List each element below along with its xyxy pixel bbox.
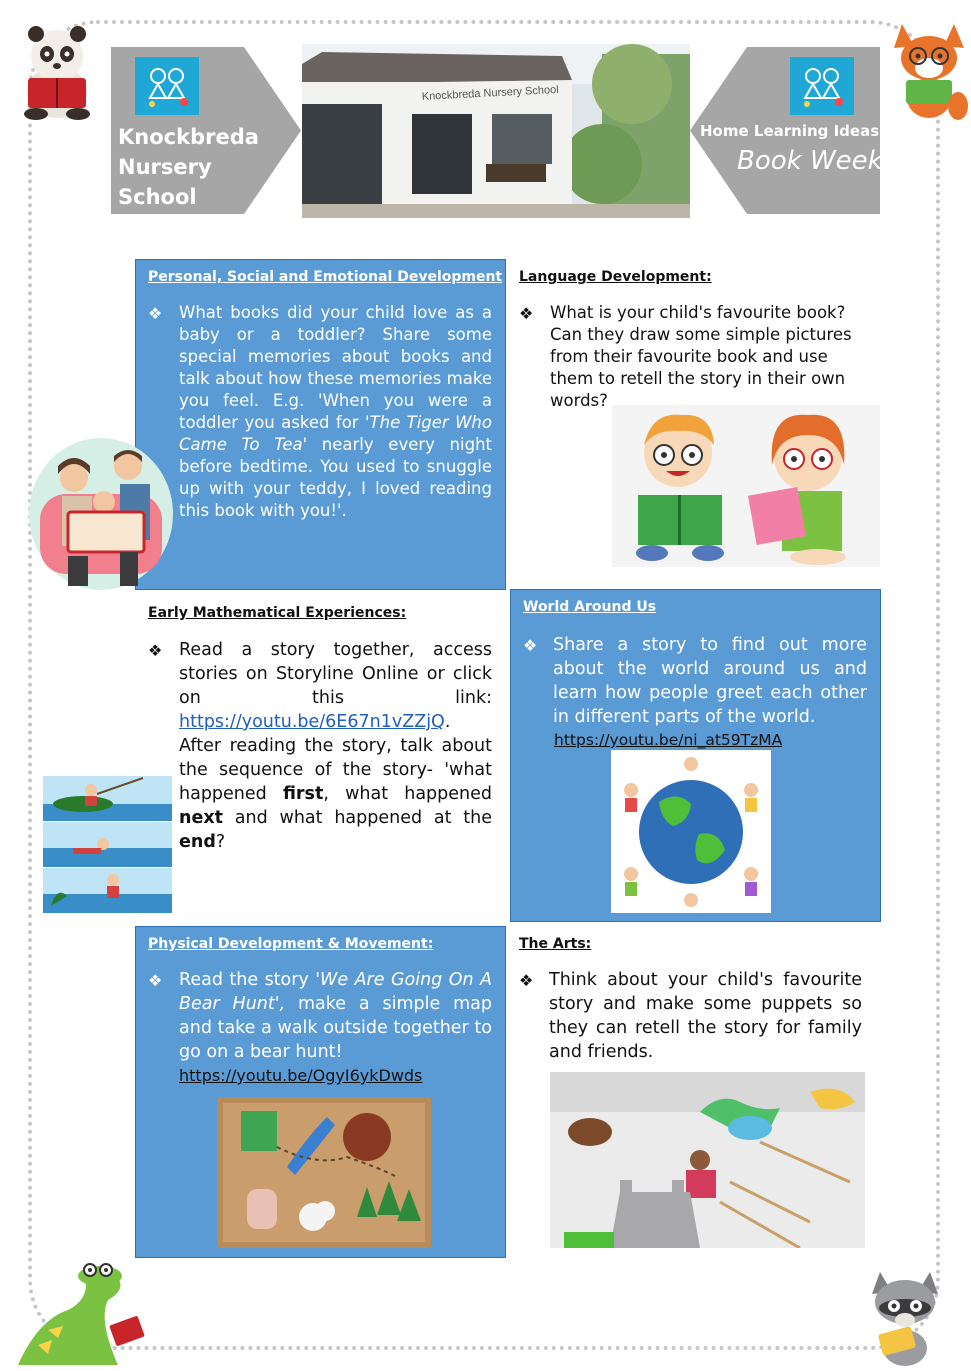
stick-puppets-photo bbox=[550, 1072, 865, 1248]
world-heading: World Around Us bbox=[523, 599, 657, 615]
psed-text: What books did your child love as a baby or a toddler? Share some special memories about books and talk about how these memories make you feel. E.g. 'When you were a toddler you asked for 'The Tiger Who Came To Tea' nearly every night before bedtime. You used to snuggle up with your teddy, I loved reading this book with you!'. bbox=[179, 303, 492, 520]
school-logo-left bbox=[135, 57, 199, 115]
school-building-photo bbox=[302, 44, 690, 218]
physical-video-link[interactable]: https://youtu.be/OgyI6ykDwds bbox=[179, 1066, 423, 1085]
panda-reading-icon bbox=[14, 20, 100, 120]
home-learning-title: Home Learning Ideas bbox=[700, 122, 880, 140]
family-reading-illustration bbox=[28, 436, 174, 592]
bullet-diamond-icon: ❖ bbox=[519, 304, 534, 323]
children-logo-icon bbox=[142, 64, 192, 108]
bullet-diamond-icon: ❖ bbox=[519, 971, 534, 990]
arts-heading: The Arts: bbox=[519, 936, 592, 952]
bullet-diamond-icon: ❖ bbox=[148, 304, 163, 323]
physical-text: Read the story 'We Are Going On A Bear Hunt', make a simple map and take a walk outside together to go on a bear hunt! bbox=[179, 970, 492, 1062]
bullet-diamond-icon: ❖ bbox=[148, 641, 163, 660]
globe-children-illustration bbox=[611, 750, 771, 913]
raccoon-reading-icon bbox=[858, 1262, 954, 1366]
school-logo-right bbox=[790, 57, 854, 115]
psed-heading: Personal, Social and Emotional Development bbox=[148, 269, 503, 285]
world-video-link[interactable]: https://youtu.be/ni_at59TzMA bbox=[554, 731, 783, 749]
maths-text: Read a story together, access stories on Storyline Online or click on this link: https://youtu.be/6E67n1vZZjQ. After reading the story, talk about the sequence of the story- 'what happened first, what happened next and what happened at the end? bbox=[179, 640, 492, 852]
world-text: Share a story to find out more about the world around us and learn how people greet each other in different parts of the world. bbox=[553, 635, 867, 727]
crocodile-reading-icon bbox=[8, 1260, 148, 1370]
physical-heading: Physical Development & Movement: bbox=[148, 936, 434, 952]
maths-heading: Early Mathematical Experiences: bbox=[148, 605, 407, 621]
fox-reading-icon bbox=[888, 18, 970, 122]
story-sequence-illustration bbox=[43, 776, 172, 913]
language-text: What is your child's favourite book? Can they draw some simple pictures from their favourite book and use them to retell the story in their own words? bbox=[550, 303, 852, 410]
bullet-diamond-icon: ❖ bbox=[523, 636, 538, 655]
language-heading: Language Development: bbox=[519, 269, 712, 285]
building-sign-text: Knockbreda Nursery School bbox=[421, 83, 559, 103]
children-logo-icon bbox=[797, 64, 847, 108]
arts-text: Think about your child's favourite story and make some puppets so they can retell the story for family and friends. bbox=[549, 970, 862, 1062]
children-reading-illustration bbox=[612, 405, 880, 567]
book-week-subtitle: Book Week bbox=[737, 146, 883, 176]
maths-video-link[interactable]: https://youtu.be/6E67n1vZZjQ bbox=[179, 712, 445, 732]
school-name: Knockbreda Nursery School bbox=[118, 125, 259, 209]
bear-hunt-map-craft bbox=[217, 1097, 431, 1248]
bullet-diamond-icon: ❖ bbox=[148, 971, 163, 990]
